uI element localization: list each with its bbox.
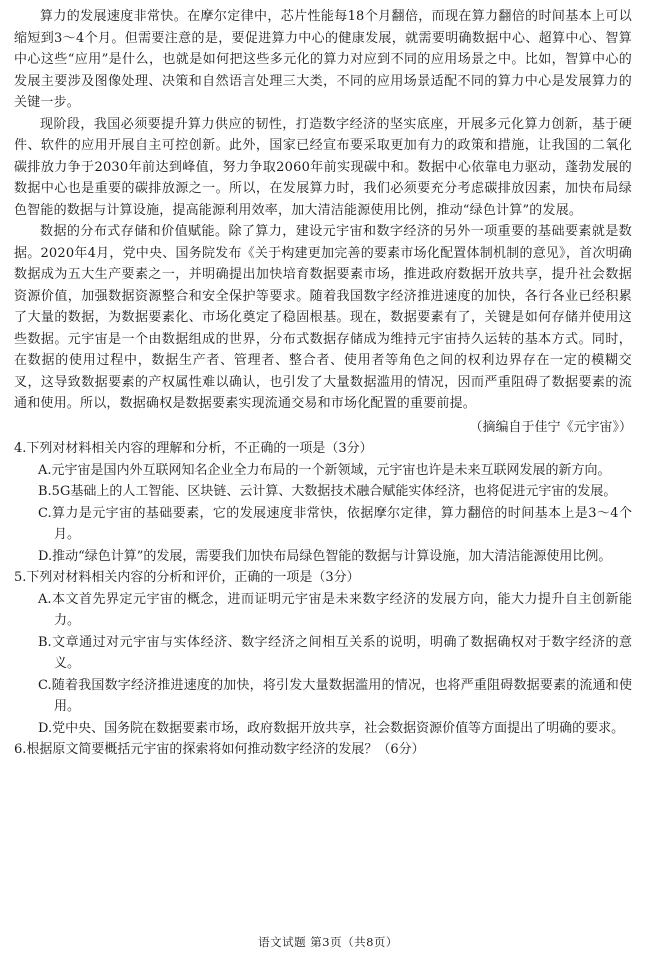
question-stem: 5.下列对材料相关内容的分析和评价，正确的一项是（3分） — [14, 570, 360, 585]
option-d: D.党中央、国务院在数据要素市场，政府数据开放共享，社会数据资源价值等方面提出了明确的要求。 — [38, 720, 625, 736]
passage-paragraph-1: 算力的发展速度非常快。在摩尔定律中，芯片性能每18个月翻倍，而现在算力翻倍的时间基本上可以缩短到3～4个月。但需要注意的是，要促进算力中心的健康发展，就需要明确数据中心、超算中心、智算中心这些“应用”是什么，也就是如何把这些多元化的算力对应到不同的应用场景之中。比如，智算中心的发展主要涉及图像处理、决策和自然语言处理三大类，不同的应用场景适配不同的算力中心是发展算力的关键一步。 — [14, 9, 632, 110]
option-c: C.算力是元宇宙的基础要素，它的发展速度非常快，依据摩尔定律，算力翻倍的时间基本上是3～4个月。 — [38, 505, 632, 542]
option-a: A.本文首先界定元宇宙的概念，进而证明元宇宙是未来数字经济的发展方向，能大力提升自主创新能力。 — [38, 591, 632, 628]
option-c: C.随着我国数字经济推进速度的加快，将引发大量数据滥用的情况，也将严重阻碍数据要素的流通和使用。 — [38, 677, 632, 714]
option-d: D.推动“绿色计算”的发展，需要我们加快布局绿色智能的数据与计算设施，加大清洁能源使用比例。 — [38, 548, 612, 564]
passage-paragraph-2: 现阶段，我国必须要提升算力供应的韧性，打造数字经济的坚实底座，开展多元化算力创新，基于硬件、软件的应用开展自主可控创新。此外，国家已经宣布要采取更加有力的政策和措施，让我国的二氧化碳排放力争于2030年前达到峰值，努力争取2060年前实现碳中和。数据中心依靠电力驱动，蓬勃发展的数据中心也是重要的碳排放源之一。所以，在发展算力时，我们必须要充分考虑碳排放因素，加快布局绿色智能的数据与计算设施，提高能源利用效率，加大清洁能源使用比例，推动“绿色计算”的发展。 — [14, 116, 632, 218]
option-a: A.元宇宙是国内外互联网知名企业全力布局的一个新领域，元宇宙也许是未来互联网发展的新方向。 — [38, 462, 611, 478]
question-stem: 4.下列对材料相关内容的理解和分析，不正确的一项是（3分） — [14, 441, 373, 456]
passage-source: （摘编自于佳宁《元宇宙》） — [469, 419, 632, 435]
passage-paragraph-3: 数据的分布式存储和价值赋能。除了算力，建设元宇宙和数字经济的另外一项重要的基础要素就是数据。2020年4月，党中央、国务院发布《关于构建更加完善的要素市场化配置体制机制的意见》，首次明确数据成为五大生产要素之一，并明确提出加快培育数据要素市场，推进政府数据开放共享，提升社会数据资源价值，加强数据资源整合和安全保护等要求。随着我国数字经济推进速度的加快，各行各业已经积累了大量的数据，为数据要素化、市场化奠定了稳固根基。现在，数据要素有了，关键是如何存储并使用这些数据。元宇宙是一个由数据组成的世界，分布式数据存储成为维持元宇宙持久运转的基本方式。同时，在数据的使用过程中，数据生产者、管理者、整合者、使用者等角色之间的权利边界存在一定的模糊交叉，这导致数据要素的产权属性难以确认，也引发了大量数据滥用的情况，因而严重阻碍了数据要素的流通和使用。所以，数据确权是数据要素实现流通交易和市场化配置的重要前提。 — [14, 224, 632, 411]
question-4 — [14, 438, 632, 567]
question-stem: 6.根据原文简要概括元宇宙的探索将如何推动数字经济的发展？（6分） — [14, 742, 425, 757]
question-5 — [14, 567, 632, 739]
reading-passage — [14, 6, 632, 438]
option-b: B.文章通过对元宇宙与实体经济、数字经济之间相互关系的说明，明确了数据确权对于数字经济的意义。 — [38, 634, 632, 671]
question-6 — [14, 739, 632, 761]
page-footer: 语文试题 第3页（共8页） — [258, 935, 398, 949]
option-b: B.5G基础上的人工智能、区块链、云计算、大数据技术融合赋能实体经济，也将促进元宇宙的发展。 — [38, 484, 617, 499]
